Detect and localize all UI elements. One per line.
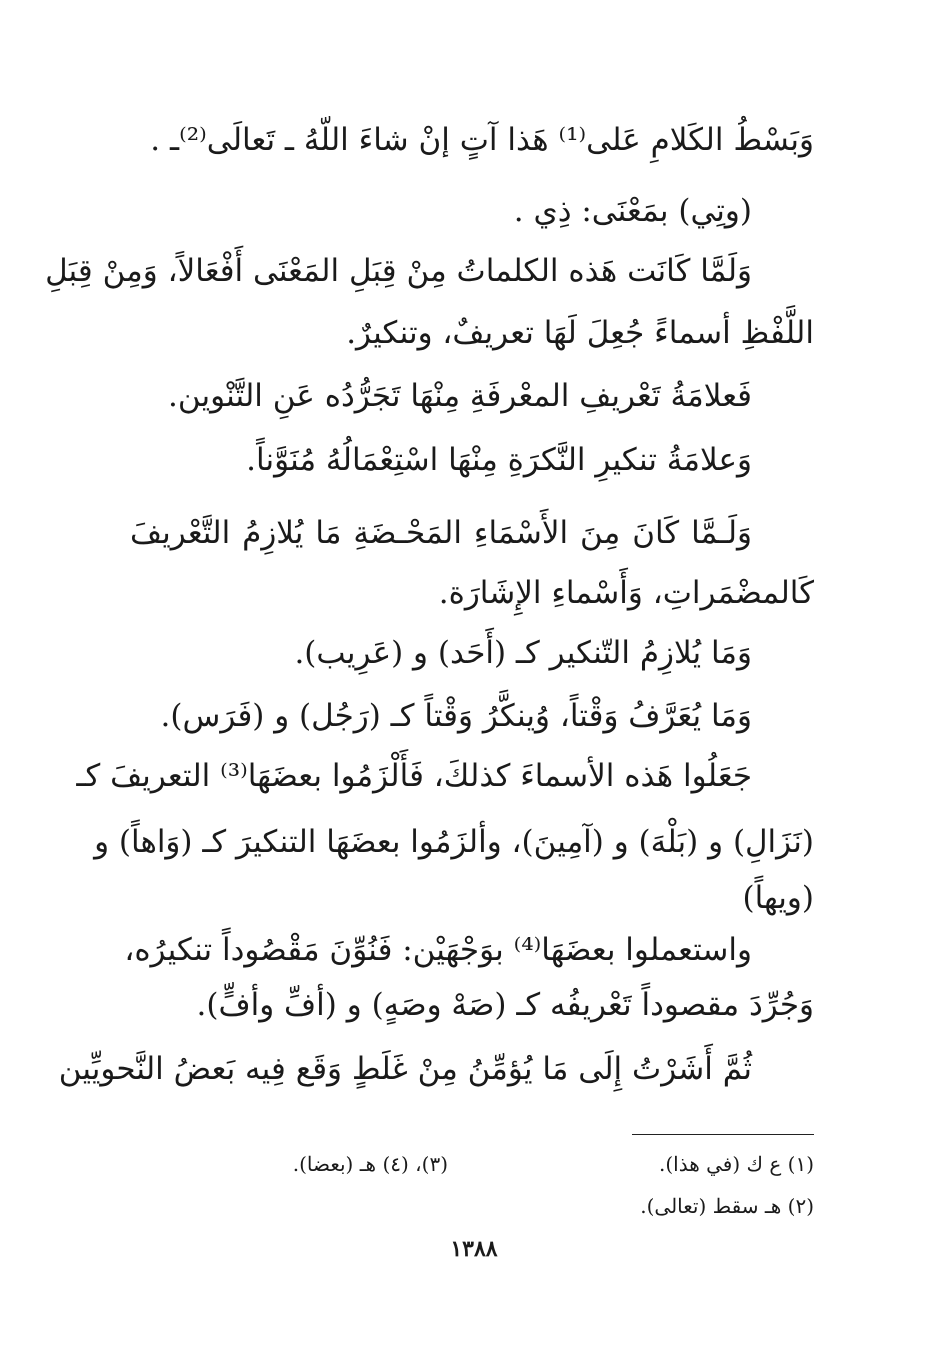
text-line-13: (ويهاً) [742, 880, 814, 916]
text-line-4: اللَّفْظِ أسماءً جُعِلَ لَهَا تعريفٌ، وتنكيرٌ. [346, 315, 814, 351]
footnote-3-4: (٣)، (٤) هـ (بعضا). [292, 1152, 448, 1176]
text-line-1: وَبَسْطُ الكَلامِ عَلى⁽¹⁾ هَذا آتٍ إنْ شاءَ اللّهُ ـ تَعالَى⁽²⁾ـ . [150, 122, 814, 158]
footnote-separator [632, 1134, 814, 1135]
text-line-7: وَلَـمَّا كَانَ مِنَ الأَسْمَاءِ المَحْـضَةِ مَا يُلازِمُ التَّعْريفَ [130, 515, 752, 551]
text-line-12: (نَزَالِ) و (بَلْهَ) و (آمِينَ)، وألزَمُوا بعضَهَا التنكيرَ كـ (وَاهاً) و [94, 824, 814, 860]
text-line-3: وَلَمَّا كَانَت هَذه الكلماتُ مِنْ قِبَلِ المَعْنَى أَفْعَالاً، وَمِنْ قِبَلِ [45, 253, 752, 289]
text-line-11: جَعَلُوا هَذه الأسماءَ كذلكَ، فَأَلْزَمُوا بعضَهَا⁽³⁾ التعريفَ كـ [76, 758, 752, 794]
text-line-14: واستعملوا بعضَهَا⁽⁴⁾ بوَجْهَيْن: فَنُوِّنَ مَقْصُوداً تنكيرُه، [124, 932, 752, 968]
text-line-8: كَالمضْمَراتِ، وَأَسْماءِ الإِشَارَة. [438, 575, 814, 611]
page-number: ١٣٨٨ [450, 1236, 498, 1262]
footnote-1: (١) ع ك (في هذا). [658, 1152, 814, 1176]
text-line-9: وَمَا يُلازِمُ التّنكير كـ (أَحَد) و (عَرِيب). [294, 635, 752, 671]
text-line-16: ثُمَّ أَشَرْتُ إِلَى مَا يُؤمِّنُ مِنْ غَلَطٍ وَقَع فِيه بَعضُ النَّحويِّين [58, 1051, 752, 1087]
text-line-2: (وتِي) بمَعْنَى: ذِي . [513, 193, 752, 229]
text-line-5: فَعلامَةُ تَعْريفِ المعْرفَةِ مِنْهَا تَجَرُّدُه عَنِ التَّنْوين. [168, 378, 752, 414]
text-line-6: وَعلامَةُ تنكيرِ النَّكرَةِ مِنْهَا اسْتِعْمَالُهُ مُنَوَّناً. [246, 442, 752, 478]
text-line-15: وَجُرِّدَ مقصوداً تَعْريفُه كـ (صَهْ وصَهٍ) و (أفِّ وأفٍّ). [196, 987, 814, 1023]
footnote-2: (٢) هـ سقط (تعالى). [640, 1194, 814, 1218]
text-line-10: وَمَا يُعَرَّفُ وَقْتاً، وُينكَّرُ وَقْتاً كـ (رَجُل) و (فَرَس). [160, 698, 752, 734]
